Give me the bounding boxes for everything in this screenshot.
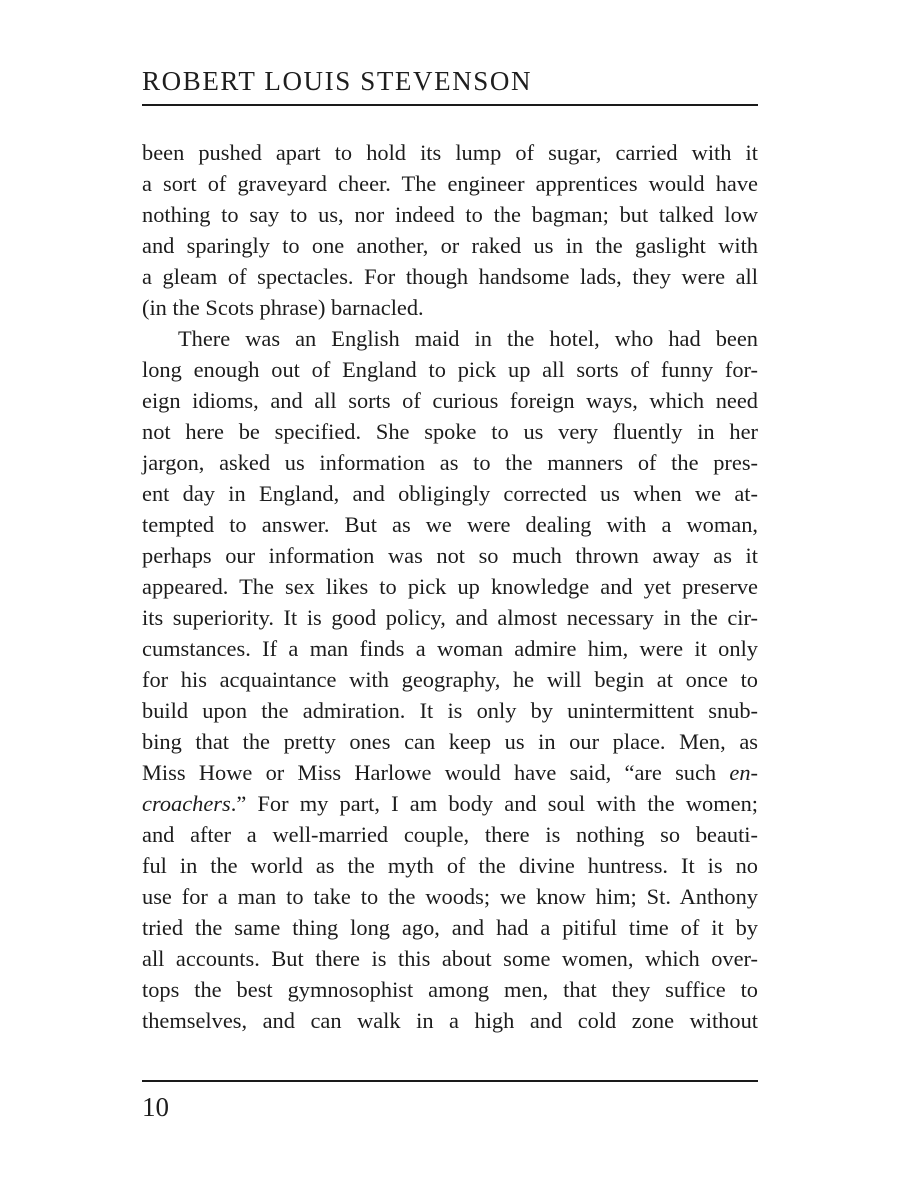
text-line-segment: .” For my part, I am body and soul with the women;	[230, 791, 758, 816]
text-line: all accounts. But there is this about some women, which over-	[142, 946, 758, 971]
text-line	[142, 788, 758, 819]
italic-text: croachers	[142, 791, 231, 816]
text-line: appeared. The sex likes to pick up knowledge and yet preserve	[142, 574, 758, 599]
text-line: jargon, asked us information as to the manners of the pres-	[142, 450, 758, 475]
text-line: build upon the admiration. It is only by unintermittent snub-	[142, 698, 758, 723]
text-line-segment: Miss Howe or Miss Harlowe would have said, “are such	[142, 760, 730, 785]
italic-text: en-	[729, 760, 758, 785]
text-line: been pushed apart to hold its lump of sugar, carried with it	[142, 140, 758, 165]
page-number: 10	[142, 1092, 169, 1122]
text-line: ful in the world as the myth of the divine huntress. It is no	[142, 853, 758, 878]
text-line: tops the best gymnosophist among men, that they suffice to	[142, 977, 758, 1002]
running-header	[142, 64, 758, 106]
running-header-title: ROBERT LOUIS STEVENSON	[142, 66, 533, 96]
text-line: long enough out of England to pick up all sorts of funny for-	[142, 357, 758, 382]
text-line: tempted to answer. But as we were dealing with a woman,	[142, 512, 758, 537]
text-line: themselves, and can walk in a high and cold zone without	[142, 1008, 758, 1033]
text-line: cumstances. If a man finds a woman admire him, were it only	[142, 636, 758, 661]
text-line	[142, 757, 758, 788]
text-line: There was an English maid in the hotel, who had been	[178, 326, 758, 351]
text-line: (in the Scots phrase) barnacled.	[142, 295, 424, 320]
text-line: and sparingly to one another, or raked us in the gaslight with	[142, 233, 758, 258]
text-line: nothing to say to us, nor indeed to the bagman; but talked low	[142, 202, 758, 227]
text-line: for his acquaintance with geography, he will begin at once to	[142, 667, 758, 692]
text-line: a gleam of spectacles. For though handsome lads, they were all	[142, 264, 758, 289]
text-line: ent day in England, and obligingly corrected us when we at-	[142, 481, 758, 506]
text-line: and after a well-married couple, there is nothing so beauti-	[142, 822, 758, 847]
body-text	[142, 137, 758, 1036]
text-line: eign idioms, and all sorts of curious foreign ways, which need	[142, 388, 758, 413]
text-line: not here be specified. She spoke to us very fluently in her	[142, 419, 758, 444]
text-line: its superiority. It is good policy, and almost necessary in the cir-	[142, 605, 758, 630]
text-line: a sort of graveyard cheer. The engineer apprentices would have	[142, 171, 758, 196]
text-line: tried the same thing long ago, and had a pitiful time of it by	[142, 915, 758, 940]
text-line: bing that the pretty ones can keep us in our place. Men, as	[142, 729, 758, 754]
text-line: use for a man to take to the woods; we know him; St. Anthony	[142, 884, 758, 909]
text-line: perhaps our information was not so much thrown away as it	[142, 543, 758, 568]
footer-rule	[142, 1080, 758, 1082]
